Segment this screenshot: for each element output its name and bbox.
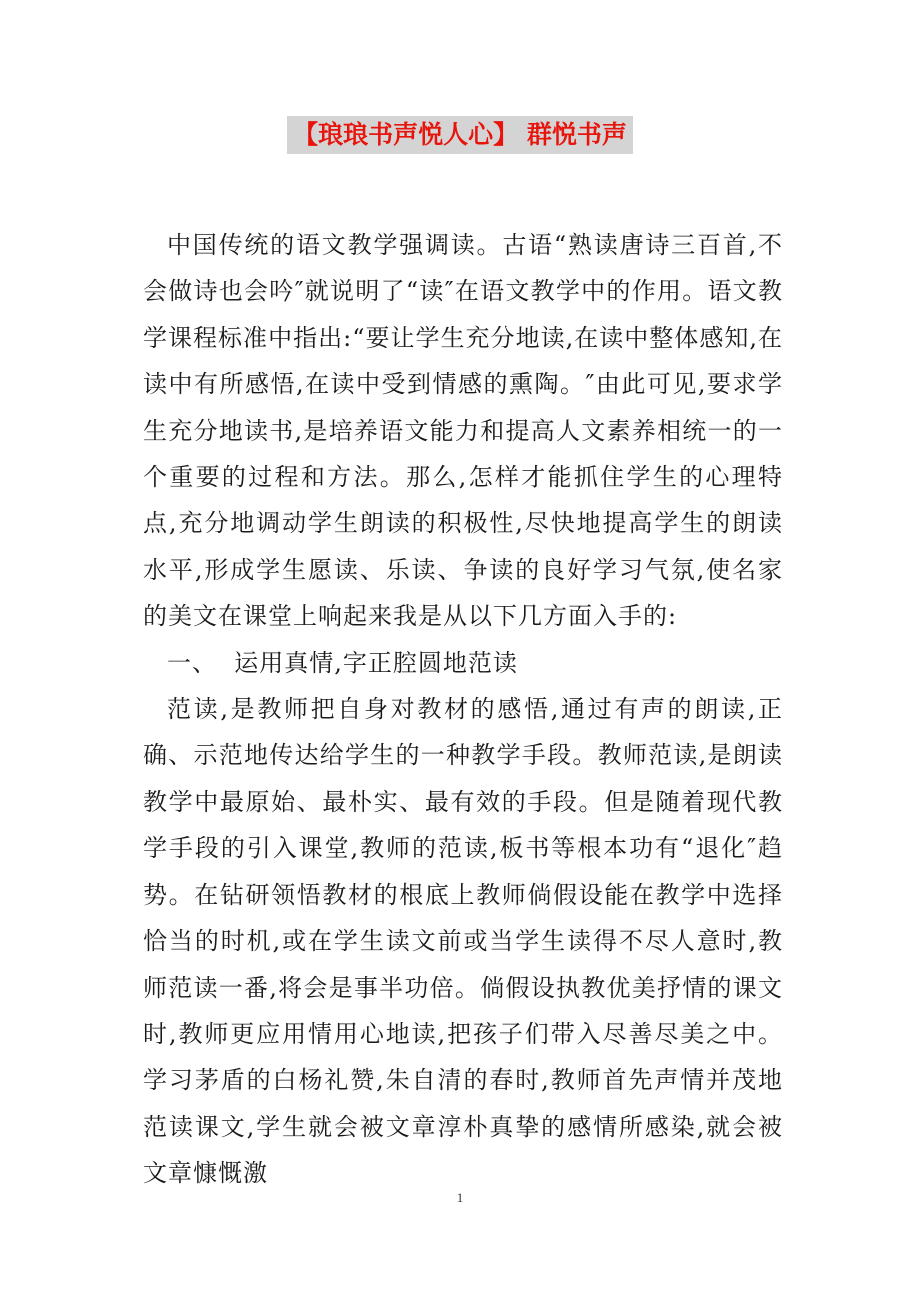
- page-number: 1: [456, 1190, 464, 1205]
- title-container: [0, 116, 920, 154]
- paragraph-intro: 中国传统的语文教学强调读。古语“熟读唐诗三百首,不会做诗也会吟″就说明了“读″在语文教学中的作用。语文教学课程标准中指出:“要让学生充分地读,在读中整体感知,在读中有所感悟,在读中受到情感的熏陶。″由此可见,要求学生充分地读书,是培养语文能力和提高人文素养相统一的一个重要的过程和方法。那么,怎样才能抓住学生的心理特点,充分地调动学生朗读的积极性,尽快地提高学生的朗读水平,形成学生愿读、乐读、争读的良好学习气氛,使名家的美文在课堂上响起来我是从以下几方面入手的:: [143, 231, 783, 631]
- document-body: [143, 222, 783, 1197]
- paragraph-model-reading: 范读,是教师把自身对教材的感悟,通过有声的朗读,正确、示范地传达给学生的一种教学手段。教师范读,是朗读教学中最原始、最朴实、最有效的手段。但是随着现代教学手段的引入课堂,教师的范读,板书等根本功有“退化″趋势。在钻研领悟教材的根底上教师倘假设能在教学中选择恰当的时机,或在学生读文前或当学生读得不尽人意时,教师范读一番,将会是事半功倍。倘假设执教优美抒情的课文时,教师更应用情用心地读,把孩子们带入尽善尽美之中。学习茅盾的白杨礼赞,朱自清的春时,教师首先声情并茂地范读课文,学生就会被文章淳朴真挚的感情所感染,就会被文章慷慨激: [143, 695, 783, 1188]
- section-heading: 一、 运用真情,字正腔圆地范读: [167, 648, 518, 677]
- document-title: 【琅琅书声悦人心】 群悦书声: [287, 116, 633, 154]
